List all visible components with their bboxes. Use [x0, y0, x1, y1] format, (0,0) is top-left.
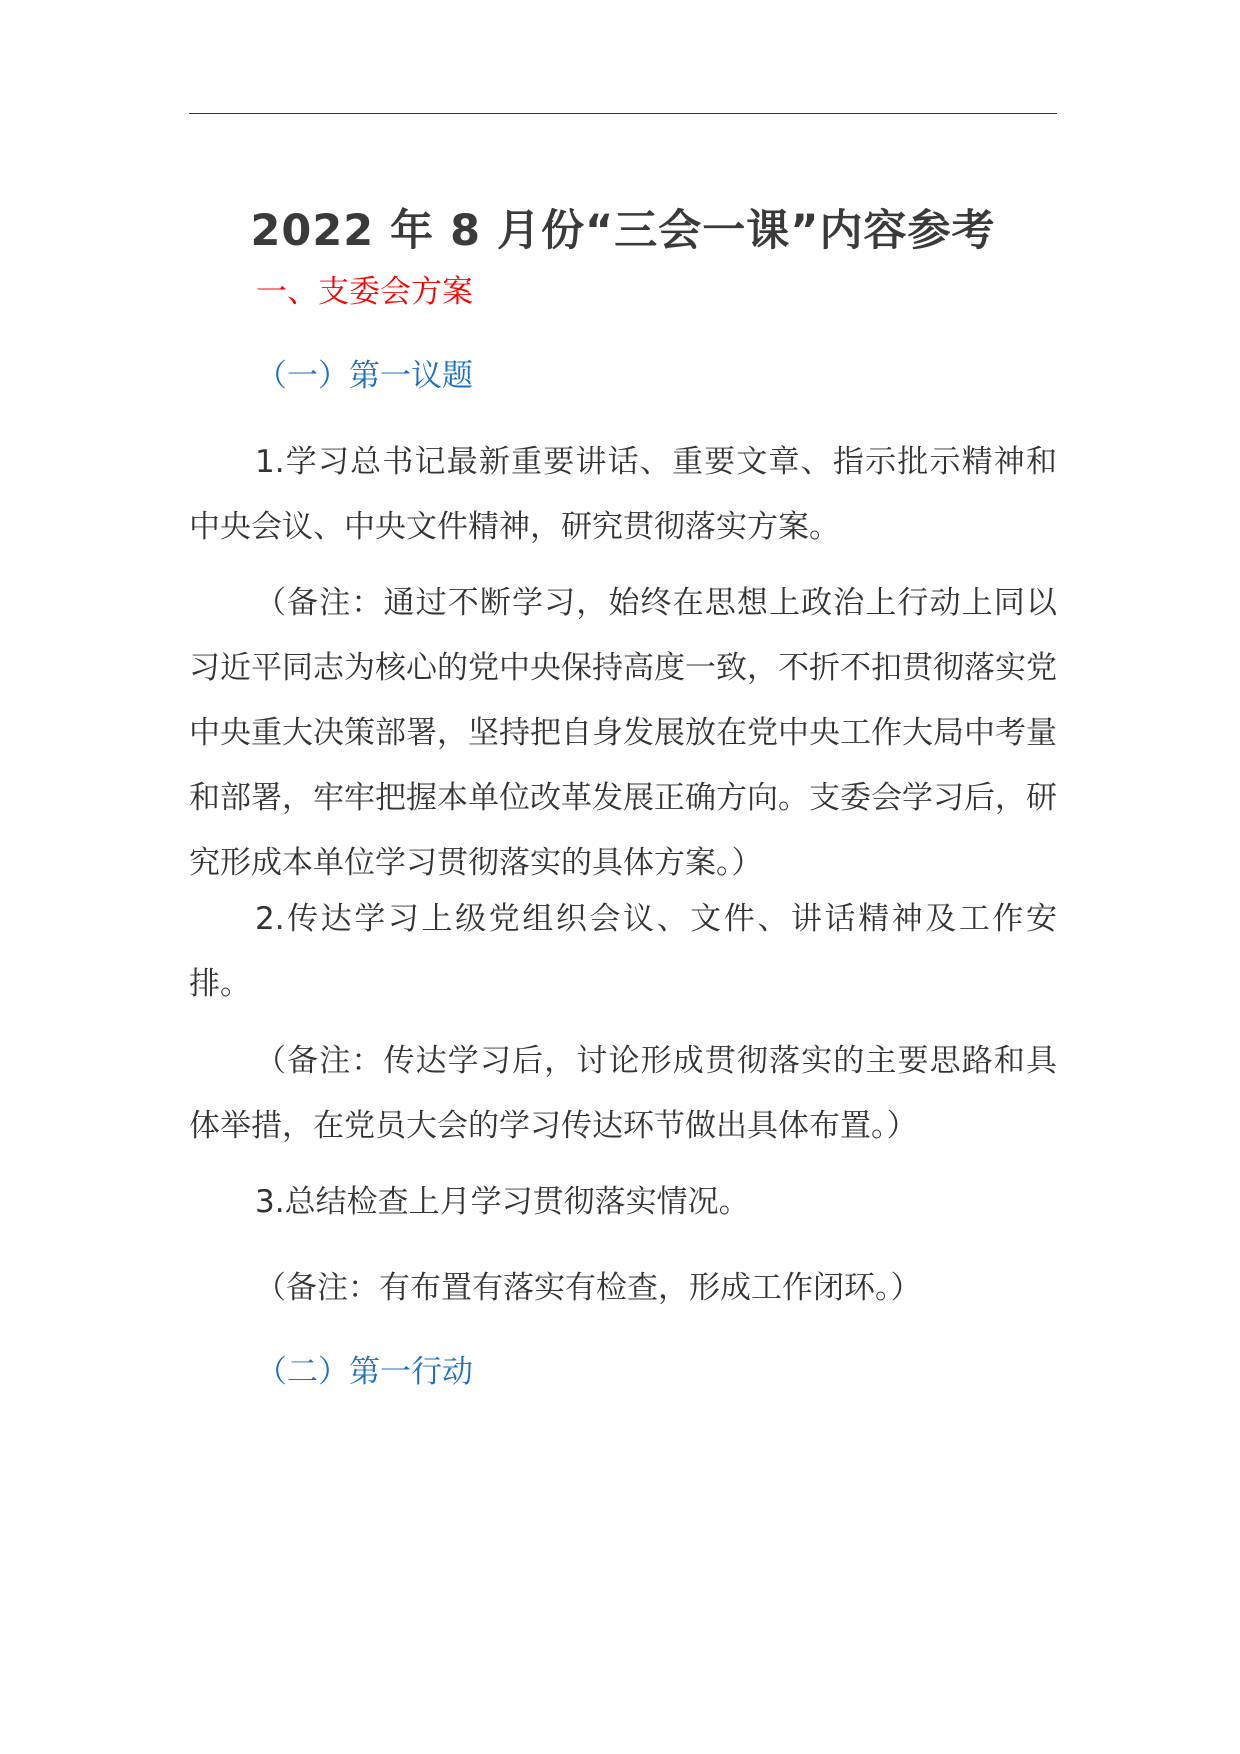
subsection-heading-first-action: （二）第一行动	[256, 1354, 473, 1390]
subsection-heading-first-topic: （一）第一议题	[256, 358, 473, 394]
section-heading-branch-committee: 一、支委会方案	[256, 274, 473, 310]
header-rule	[189, 113, 1057, 114]
item-1-text: 1.学习总书记最新重要讲话、重要文章、指示批示精神和中央会议、中央文件精神，研究贯彻落实方案。	[189, 444, 1057, 545]
item-3-note: （备注：有布置有落实有检查，形成工作闭环。）	[255, 1270, 922, 1306]
document-title: 2022 年 8 月份“三会一课”内容参考	[250, 206, 996, 256]
item-3-text: 3.总结检查上月学习贯彻落实情况。	[255, 1184, 750, 1220]
item-2-text: 2.传达学习上级党组织会议、文件、讲话精神及工作安排。	[189, 901, 1057, 1002]
item-2-note: （备注：传达学习后，讨论形成贯彻落实的主要思路和具体举措，在党员大会的学习传达环节做出具体布置。）	[189, 1043, 1057, 1144]
item-1-note: （备注：通过不断学习，始终在思想上政治上行动上同以习近平同志为核心的党中央保持高度一致，不折不扣贯彻落实党中央重大决策部署，坚持把自身发展放在党中央工作大局中考量和部署，牢牢把握本单位改革发展正确方向。支委会学习后，研究形成本单位学习贯彻落实的具体方案。）	[189, 585, 1057, 881]
